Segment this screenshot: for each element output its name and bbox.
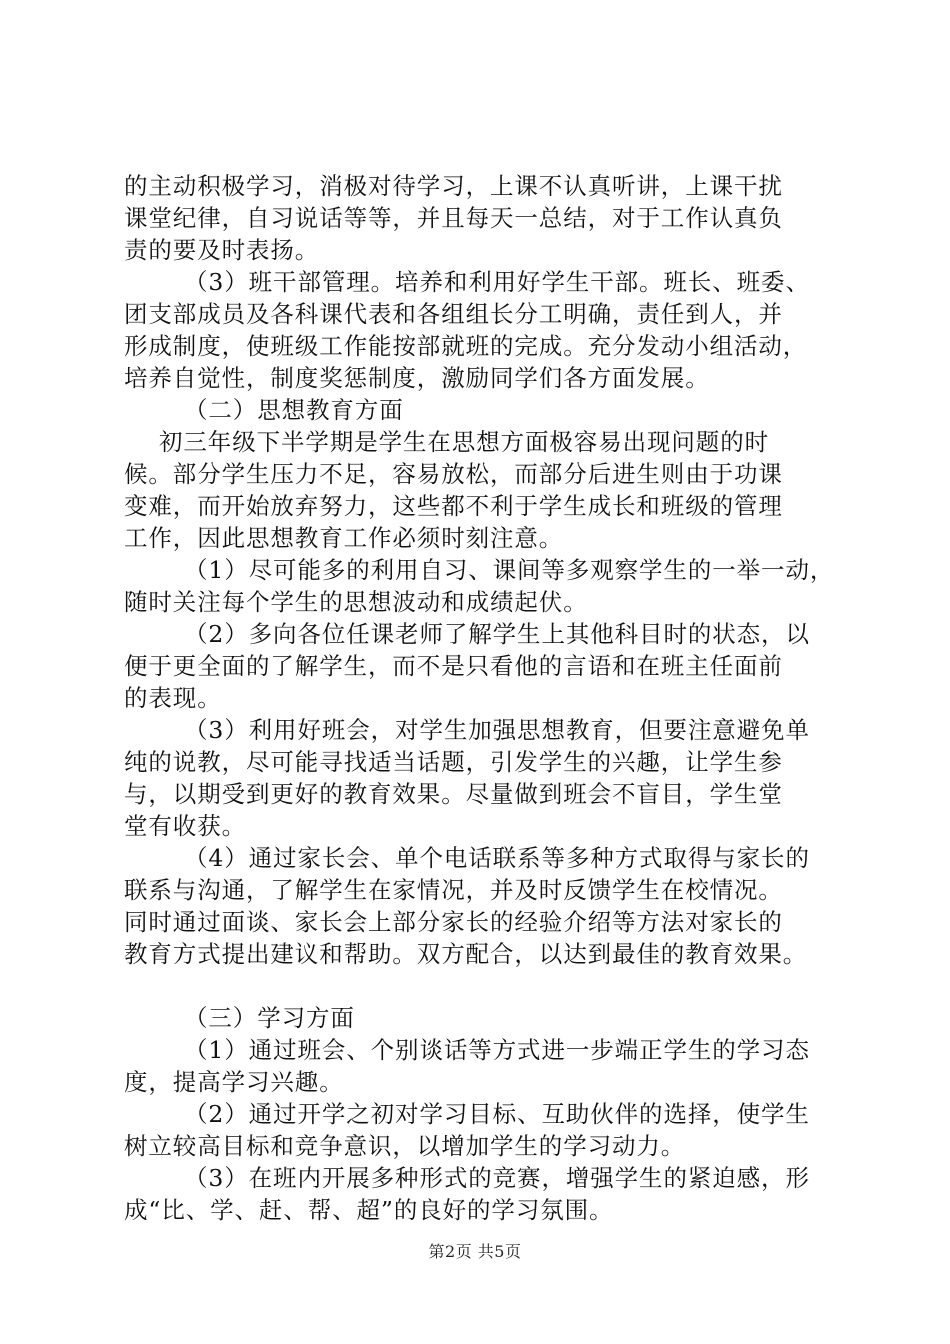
text-line: 与，以期受到更好的教育效果。尽量做到班会不盲目，学生堂	[124, 780, 783, 808]
text-line: 变难，而开始放弃努力，这些都不利于学生成长和班级的管理	[124, 492, 783, 520]
text-line: 工作，因此思想教育工作必须时刻注意。	[124, 524, 564, 552]
text-line: （1）通过班会、个别谈话等方式进一步端正学生的学习态	[184, 1036, 810, 1064]
text-line: 团支部成员及各科课代表和各组组长分工明确，责任到人，并	[124, 300, 783, 328]
text-line: （4）通过家长会、单个电话联系等多种方式取得与家长的	[184, 844, 810, 872]
text-line: （三）学习方面	[184, 1004, 355, 1032]
text-line: 教育方式提出建议和帮助。双方配合，以达到最佳的教育效果。	[124, 940, 808, 968]
text-line: 堂有收获。	[124, 812, 246, 840]
text-line: 候。部分学生压力不足，容易放松，而部分后进生则由于功课	[124, 460, 783, 488]
text-line: （3）在班内开展多种形式的竞赛，增强学生的紧迫感，形	[184, 1164, 810, 1192]
text-line: 责的要及时表扬。	[124, 236, 320, 264]
text-line: （2）多向各位任课老师了解学生上其他科目时的状态，以	[184, 620, 810, 648]
text-line: 培养自觉性，制度奖惩制度，激励同学们各方面发展。	[124, 364, 710, 392]
text-line: 树立较高目标和竞争意识，以增加学生的学习动力。	[124, 1132, 686, 1160]
text-line: 度，提高学习兴趣。	[124, 1068, 344, 1096]
document-body	[124, 170, 844, 1226]
text-line: （2）通过开学之初对学习目标、互助伙伴的选择，使学生	[184, 1100, 810, 1128]
text-line: （1）尽可能多的利用自习、课间等多观察学生的一举一动，	[184, 556, 835, 584]
text-line: （3）班干部管理。培养和利用好学生干部。班长、班委、	[184, 268, 810, 296]
page-footer: 第2页 共5页	[428, 1242, 522, 1261]
text-line: 随时关注每个学生的思想波动和成绩起伏。	[124, 588, 588, 616]
text-line: 联系与沟通，了解学生在家情况，并及时反馈学生在校情况。	[124, 876, 783, 904]
text-line: 便于更全面的了解学生，而不是只看他的言语和在班主任面前	[124, 652, 783, 680]
text-line: （3）利用好班会，对学生加强思想教育，但要注意避免单	[184, 716, 810, 744]
text-line: 初三年级下半学期是学生在思想方面极容易出现问题的时	[159, 428, 769, 456]
text-line: （二）思想教育方面	[184, 396, 404, 424]
text-line: 的表现。	[124, 684, 222, 712]
text-line: 形成制度，使班级工作能按部就班的完成。充分发动小组活动，	[124, 332, 808, 360]
blank-line	[124, 970, 844, 1002]
text-line: 课堂纪律，自习说话等等，并且每天一总结，对于工作认真负	[124, 204, 783, 232]
text-line: 成“比、学、赶、帮、超”的良好的学习氛围。	[124, 1196, 614, 1224]
text-line: 的主动积极学习，消极对待学习，上课不认真听讲，上课干扰	[124, 172, 783, 200]
text-line: 纯的说教，尽可能寻找适当话题，引发学生的兴趣，让学生参	[124, 748, 783, 776]
text-line: 同时通过面谈、家长会上部分家长的经验介绍等方法对家长的	[124, 908, 783, 936]
